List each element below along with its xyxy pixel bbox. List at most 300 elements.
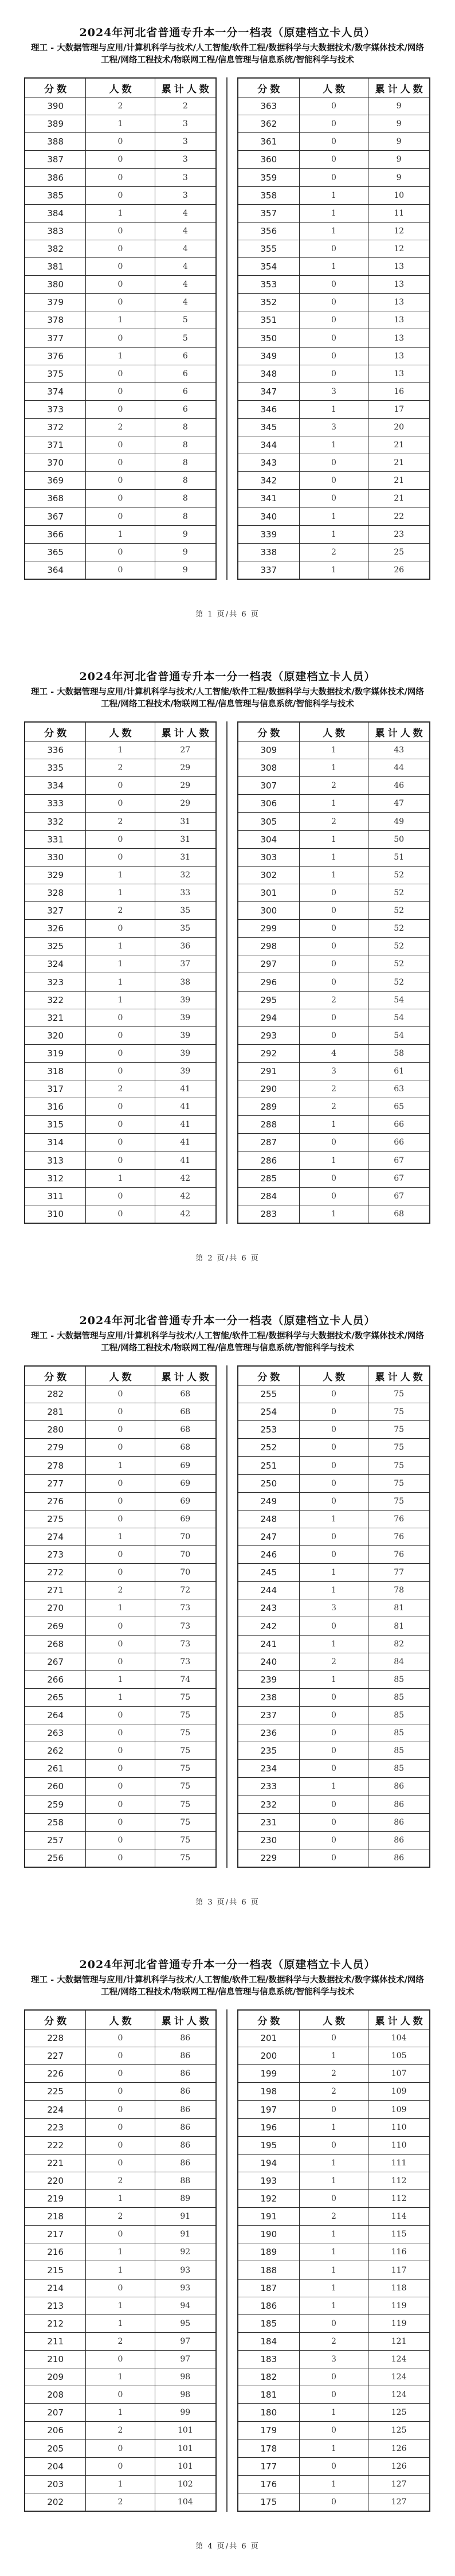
table-row (238, 2457, 430, 2475)
count-cell: 0 (299, 454, 368, 472)
table-row (238, 472, 430, 490)
cumulative-cell: 81 (368, 1617, 430, 1635)
score-cell: 295 (238, 991, 299, 1009)
column-header-cumulative: 累计人数 (368, 1366, 430, 1385)
table-row (25, 436, 216, 454)
score-cell: 348 (238, 365, 299, 383)
count-cell: 2 (86, 759, 155, 777)
score-cell: 298 (238, 938, 299, 955)
count-cell: 0 (86, 848, 155, 866)
cumulative-cell: 75 (155, 1778, 216, 1796)
table-row (238, 955, 430, 973)
cumulative-cell: 13 (368, 276, 430, 294)
table-row (238, 419, 430, 436)
score-cell: 286 (238, 1152, 299, 1169)
table-row (25, 2351, 216, 2368)
count-cell: 0 (86, 1009, 155, 1027)
count-cell: 1 (299, 2047, 368, 2065)
table-header-row (25, 1366, 216, 1385)
table-row (25, 258, 216, 276)
page-subtitle: 理工 - 大数据管理与应用/计算机科学与技术/人工智能/软件工程/数据科学与大数据技术/数字媒体技术/网络工程/网络工程技术/物联网工程/信息管理与信息系统/智能科学与技术 (31, 43, 424, 65)
cumulative-cell: 47 (368, 795, 430, 813)
table-row (25, 2226, 216, 2243)
cumulative-cell: 4 (155, 258, 216, 276)
score-cell: 355 (238, 240, 299, 257)
score-cell: 349 (238, 347, 299, 365)
score-cell: 276 (25, 1492, 86, 1510)
table-row (25, 1707, 216, 1724)
score-cell: 228 (25, 2029, 86, 2047)
count-cell: 2 (86, 1080, 155, 1098)
count-cell: 0 (299, 2457, 368, 2475)
cumulative-cell: 116 (368, 2243, 430, 2261)
count-cell: 0 (299, 2190, 368, 2208)
count-cell: 0 (86, 2101, 155, 2118)
score-cell: 187 (238, 2279, 299, 2297)
score-cell: 317 (25, 1080, 86, 1098)
table-row (238, 1152, 430, 1169)
count-cell: 1 (299, 2440, 368, 2457)
cumulative-cell: 86 (368, 1849, 430, 1867)
count-cell: 0 (299, 2493, 368, 2511)
score-cell: 176 (238, 2475, 299, 2493)
score-cell: 389 (25, 115, 86, 133)
cumulative-cell: 104 (368, 2029, 430, 2047)
count-cell: 0 (86, 258, 155, 276)
score-cell: 381 (25, 258, 86, 276)
table-row (25, 1653, 216, 1671)
cumulative-cell: 42 (155, 1187, 216, 1205)
column-header-cumulative: 累计人数 (155, 2010, 216, 2029)
table-row (238, 741, 430, 759)
cumulative-cell: 6 (155, 365, 216, 383)
cumulative-cell: 86 (368, 1778, 430, 1796)
cumulative-cell: 9 (368, 151, 430, 169)
cumulative-cell: 39 (155, 1044, 216, 1062)
table-row (25, 1116, 216, 1134)
cumulative-cell: 68 (155, 1421, 216, 1439)
table-row (25, 2243, 216, 2261)
count-cell: 0 (299, 1724, 368, 1742)
table-row (25, 991, 216, 1009)
score-cell: 332 (25, 813, 86, 830)
table-divider (226, 2009, 227, 2512)
table-row (25, 1134, 216, 1152)
table-row (25, 2332, 216, 2350)
cumulative-cell: 8 (155, 508, 216, 525)
cumulative-cell: 9 (368, 115, 430, 133)
count-cell: 1 (299, 222, 368, 240)
score-cell: 312 (25, 1169, 86, 1187)
table-header-row (238, 78, 430, 97)
table-row (25, 1027, 216, 1044)
count-cell: 0 (299, 472, 368, 490)
score-cell: 255 (238, 1385, 299, 1403)
score-cell: 240 (238, 1653, 299, 1671)
count-cell: 0 (299, 973, 368, 991)
count-cell: 0 (86, 1653, 155, 1671)
score-cell: 366 (25, 525, 86, 543)
score-cell: 244 (238, 1582, 299, 1599)
table-row (238, 2101, 430, 2118)
table-row (25, 2279, 216, 2297)
table-row (238, 1707, 430, 1724)
cumulative-cell: 3 (155, 133, 216, 151)
table-row (25, 1724, 216, 1742)
score-cell: 354 (238, 258, 299, 276)
table-row (238, 294, 430, 311)
score-cell: 311 (25, 1187, 86, 1205)
score-cell: 195 (238, 2136, 299, 2154)
count-cell: 1 (299, 2404, 368, 2422)
count-cell: 0 (86, 2136, 155, 2154)
table-row (238, 938, 430, 955)
cumulative-cell: 75 (155, 1796, 216, 1813)
count-cell: 0 (299, 365, 368, 383)
score-cell: 184 (238, 2332, 299, 2350)
table-row (25, 2172, 216, 2189)
cumulative-cell: 86 (155, 2029, 216, 2047)
table-row (238, 1009, 430, 1027)
count-cell: 0 (86, 1205, 155, 1223)
table-row (238, 1599, 430, 1617)
score-cell: 201 (238, 2029, 299, 2047)
count-cell: 0 (299, 2136, 368, 2154)
count-cell: 0 (86, 508, 155, 525)
cumulative-cell: 85 (368, 1724, 430, 1742)
score-cell: 268 (25, 1635, 86, 1653)
cumulative-cell: 73 (155, 1653, 216, 1671)
score-cell: 319 (25, 1044, 86, 1062)
cumulative-cell: 75 (155, 1688, 216, 1706)
page-footer: 第 1 页/共 6 页 (195, 610, 260, 619)
score-cell: 369 (25, 472, 86, 490)
score-cell: 306 (238, 795, 299, 813)
table-row (25, 2493, 216, 2511)
table-row (25, 938, 216, 955)
score-cell: 323 (25, 973, 86, 991)
count-cell: 0 (86, 490, 155, 508)
score-cell: 280 (25, 1421, 86, 1439)
cumulative-cell: 41 (155, 1080, 216, 1098)
score-cell: 209 (25, 2368, 86, 2386)
cumulative-cell: 127 (368, 2493, 430, 2511)
count-cell: 0 (299, 1742, 368, 1760)
score-cell: 387 (25, 151, 86, 169)
count-cell: 1 (86, 347, 155, 365)
cumulative-cell: 35 (155, 920, 216, 938)
count-cell: 0 (299, 1474, 368, 1492)
count-cell: 0 (299, 2386, 368, 2404)
count-cell: 0 (86, 2351, 155, 2368)
score-cell: 294 (238, 1009, 299, 1027)
column-header-cumulative: 累计人数 (155, 78, 216, 97)
cumulative-cell: 33 (155, 884, 216, 901)
count-cell: 0 (86, 1617, 155, 1635)
score-cell: 192 (238, 2190, 299, 2208)
table-row (25, 115, 216, 133)
cumulative-cell: 99 (155, 2404, 216, 2422)
count-cell: 1 (86, 2261, 155, 2279)
table-row (25, 543, 216, 561)
score-cell: 285 (238, 1169, 299, 1187)
table-row (238, 204, 430, 222)
table-row (25, 1063, 216, 1080)
table-row (25, 1009, 216, 1027)
count-cell: 0 (86, 777, 155, 795)
score-cell: 309 (238, 741, 299, 759)
score-cell: 368 (25, 490, 86, 508)
cumulative-cell: 21 (368, 472, 430, 490)
score-cell: 343 (238, 454, 299, 472)
cumulative-cell: 98 (155, 2368, 216, 2386)
table-row (238, 1582, 430, 1599)
count-cell: 1 (299, 2226, 368, 2243)
cumulative-cell: 51 (368, 848, 430, 866)
cumulative-cell: 5 (155, 311, 216, 329)
count-cell: 2 (86, 2172, 155, 2189)
score-cell: 296 (238, 973, 299, 991)
cumulative-cell: 9 (155, 561, 216, 579)
score-cell: 361 (238, 133, 299, 151)
cumulative-cell: 29 (155, 795, 216, 813)
count-cell: 0 (299, 1492, 368, 1510)
table-row (25, 920, 216, 938)
cumulative-cell: 52 (368, 938, 430, 955)
count-cell: 0 (299, 294, 368, 311)
table-row (25, 2368, 216, 2386)
table-row (25, 1546, 216, 1564)
count-cell: 2 (86, 1582, 155, 1599)
count-cell: 0 (299, 884, 368, 901)
count-cell: 2 (299, 2332, 368, 2350)
cumulative-cell: 85 (368, 1760, 430, 1778)
count-cell: 1 (299, 1116, 368, 1134)
score-cell: 346 (238, 400, 299, 418)
score-cell: 234 (238, 1760, 299, 1778)
cumulative-cell: 31 (155, 830, 216, 848)
table-row (238, 1080, 430, 1098)
cumulative-cell: 107 (368, 2065, 430, 2083)
score-cell: 246 (238, 1546, 299, 1564)
table-row (238, 1831, 430, 1849)
cumulative-cell: 9 (155, 525, 216, 543)
score-cell: 378 (25, 311, 86, 329)
count-cell: 1 (299, 2297, 368, 2315)
count-cell: 3 (299, 1063, 368, 1080)
score-cell: 206 (25, 2422, 86, 2440)
count-cell: 2 (86, 2422, 155, 2440)
score-cell: 203 (25, 2475, 86, 2493)
score-cell: 365 (25, 543, 86, 561)
count-cell: 1 (86, 2190, 155, 2208)
count-cell: 0 (86, 543, 155, 561)
cumulative-cell: 93 (155, 2279, 216, 2297)
score-cell: 230 (238, 1831, 299, 1849)
count-cell: 0 (86, 1116, 155, 1134)
cumulative-cell: 20 (368, 419, 430, 436)
table-row (238, 1169, 430, 1187)
cumulative-cell: 69 (155, 1474, 216, 1492)
count-cell: 0 (299, 169, 368, 186)
count-cell: 0 (299, 1403, 368, 1421)
count-cell: 0 (299, 1009, 368, 1027)
table-row (25, 2457, 216, 2475)
count-cell: 0 (86, 294, 155, 311)
cumulative-cell: 97 (155, 2351, 216, 2368)
count-cell: 1 (299, 400, 368, 418)
score-cell: 380 (25, 276, 86, 294)
score-cell: 328 (25, 884, 86, 901)
column-header-score: 分数 (238, 2010, 299, 2029)
table-row (238, 347, 430, 365)
count-cell: 0 (299, 1169, 368, 1187)
count-cell: 1 (299, 2172, 368, 2189)
count-cell: 0 (86, 2118, 155, 2136)
cumulative-cell: 82 (368, 1635, 430, 1653)
table-header-row (238, 1366, 430, 1385)
table-row (238, 2243, 430, 2261)
table-row (238, 2440, 430, 2457)
cumulative-cell: 115 (368, 2226, 430, 2243)
count-cell: 0 (86, 2065, 155, 2083)
cumulative-cell: 117 (368, 2261, 430, 2279)
table-row (238, 133, 430, 151)
score-table-left (24, 721, 217, 1224)
table-row (25, 2475, 216, 2493)
column-header-cumulative: 累计人数 (368, 78, 430, 97)
table-row (238, 508, 430, 525)
score-cell: 291 (238, 1063, 299, 1080)
column-header-count: 人数 (86, 722, 155, 741)
table-row (25, 1528, 216, 1545)
score-cell: 351 (238, 311, 299, 329)
cumulative-cell: 9 (368, 169, 430, 186)
table-row (238, 2172, 430, 2189)
table-row (238, 490, 430, 508)
column-header-score: 分数 (238, 1366, 299, 1385)
table-row (25, 1849, 216, 1867)
score-cell: 236 (238, 1724, 299, 1742)
page-title: 2024年河北省普通专升本一分一档表（原建档立卡人员） (79, 670, 376, 683)
table-row (238, 1205, 430, 1223)
table-row (238, 1849, 430, 1867)
cumulative-cell: 3 (155, 151, 216, 169)
count-cell: 2 (299, 813, 368, 830)
score-cell: 299 (238, 920, 299, 938)
score-cell: 183 (238, 2351, 299, 2368)
score-cell: 370 (25, 454, 86, 472)
cumulative-cell: 50 (368, 830, 430, 848)
score-cell: 245 (238, 1564, 299, 1582)
cumulative-cell: 75 (155, 1849, 216, 1867)
count-cell: 0 (86, 1027, 155, 1044)
count-cell: 2 (299, 777, 368, 795)
table-row (25, 955, 216, 973)
table-row (25, 1098, 216, 1116)
score-table-right (237, 1365, 430, 1868)
count-cell: 0 (86, 561, 155, 579)
table-row (238, 97, 430, 115)
cumulative-cell: 52 (368, 955, 430, 973)
score-cell: 326 (25, 920, 86, 938)
score-cell: 248 (238, 1510, 299, 1528)
table-row (238, 1027, 430, 1044)
cumulative-cell: 75 (368, 1385, 430, 1403)
score-cell: 315 (25, 1116, 86, 1134)
score-cell: 196 (238, 2118, 299, 2136)
table-row (25, 1599, 216, 1617)
table-row (25, 902, 216, 920)
count-cell: 0 (86, 1421, 155, 1439)
count-cell: 0 (86, 1564, 155, 1582)
cumulative-cell: 52 (368, 973, 430, 991)
count-cell: 2 (299, 543, 368, 561)
count-cell: 0 (299, 2315, 368, 2332)
score-cell: 313 (25, 1152, 86, 1169)
table-row (25, 400, 216, 418)
score-cell: 218 (25, 2208, 86, 2226)
count-cell: 0 (86, 472, 155, 490)
table-row (25, 276, 216, 294)
table-row (238, 222, 430, 240)
cumulative-cell: 39 (155, 1063, 216, 1080)
table-row (238, 1760, 430, 1778)
cumulative-cell: 75 (368, 1457, 430, 1474)
score-table-right (237, 721, 430, 1224)
table-row (238, 973, 430, 991)
table-row (238, 1635, 430, 1653)
table-row (25, 419, 216, 436)
table-row (238, 2297, 430, 2315)
cumulative-cell: 8 (155, 490, 216, 508)
count-cell: 0 (86, 1831, 155, 1849)
table-row (25, 133, 216, 151)
score-cell: 208 (25, 2386, 86, 2404)
table-row (25, 508, 216, 525)
cumulative-cell: 4 (155, 240, 216, 257)
cumulative-cell: 46 (368, 777, 430, 795)
count-cell: 1 (86, 525, 155, 543)
score-cell: 259 (25, 1796, 86, 1813)
count-cell: 0 (86, 1385, 155, 1403)
count-cell: 0 (86, 1044, 155, 1062)
table-row (25, 777, 216, 795)
table-row (25, 1688, 216, 1706)
count-cell: 0 (86, 383, 155, 400)
column-header-count: 人数 (299, 78, 368, 97)
table-header-row (238, 722, 430, 741)
score-cell: 252 (238, 1439, 299, 1457)
count-cell: 0 (299, 1528, 368, 1545)
cumulative-cell: 21 (368, 436, 430, 454)
cumulative-cell: 124 (368, 2351, 430, 2368)
score-cell: 231 (238, 1813, 299, 1831)
score-cell: 320 (25, 1027, 86, 1044)
table-row (238, 884, 430, 901)
table-row (25, 2190, 216, 2208)
table-row (238, 1474, 430, 1492)
table-row (238, 240, 430, 257)
cumulative-cell: 37 (155, 955, 216, 973)
cumulative-cell: 86 (155, 2118, 216, 2136)
count-cell: 1 (299, 2243, 368, 2261)
score-cell: 293 (238, 1027, 299, 1044)
table-row (238, 525, 430, 543)
table-row (238, 1187, 430, 1205)
score-cell: 377 (25, 329, 86, 347)
table-row (238, 383, 430, 400)
